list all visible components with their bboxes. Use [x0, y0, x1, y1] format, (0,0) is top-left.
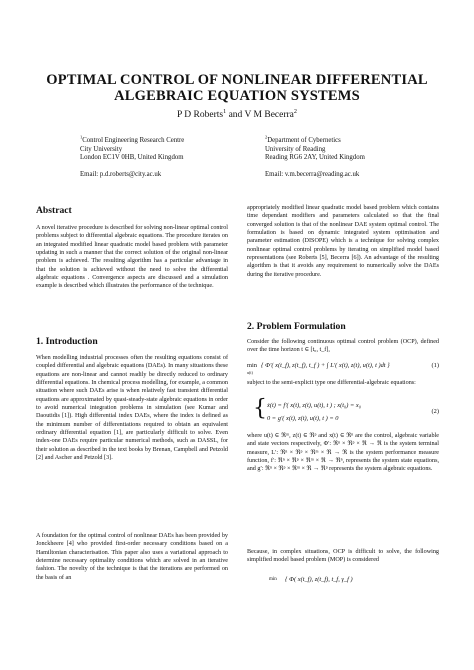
- equation-2-line-1: ẋ(t) = f′( x(t), z(t), u(t), t ) ; x(t₀) = x₀: [267, 402, 361, 409]
- abstract-heading: Abstract: [36, 205, 72, 216]
- affiliation-2-line-2: University of Reading: [265, 145, 326, 153]
- problem-mop-text: Because, in complex situations, OCP is difficult to solve, the following simplified model based problem (MOP) is considered: [247, 549, 439, 564]
- equation-2: [247, 397, 439, 427]
- affiliation-2-line-1: Department of Cybernetics: [267, 137, 341, 144]
- affiliation-1: [80, 134, 185, 179]
- affiliation-1-line-1: Control Engineering Research Centre: [82, 137, 185, 144]
- affiliation-1-marker: 1: [80, 134, 83, 140]
- equation-2-number: (2): [431, 408, 439, 415]
- problem-intro-text: Consider the following continuous optimal control problem (OCP), defined over the time horizon t ∈ [t₀, t_f],: [247, 339, 439, 354]
- affiliation-2-line-3: Reading RG6 2AY, United Kingdom: [265, 154, 365, 162]
- author-1-name: P D Roberts: [177, 110, 224, 120]
- equation-1: [247, 360, 439, 378]
- equation-3-body: { Φ( x(t_f), z(t_f), t_f, γ_f ): [285, 576, 353, 583]
- affiliation-2: [265, 134, 365, 179]
- equation-1-min: min: [247, 362, 257, 369]
- problem-subject-text: subject to the semi-explicit type one differential-algebraic equations:: [247, 380, 416, 386]
- equation-3: [247, 576, 439, 592]
- affiliation-1-line-3: London EC1V 0HB, United Kingdom: [80, 154, 184, 162]
- author-2-marker: 2: [293, 108, 297, 115]
- right-column-intro-text: appropriately modified linear quadratic model based problem which contains time dependant modifiers and parameters calculated so that the final converged solution is that of the nonlinear DAE system optimal control. The formulation is based on dynamic integrated system optimisation and parameter estimation (DISOPE) which is a technique for solving complex nonlinear optimal control problems by iterating on simplified model based representations (see Roberts [5], Becerra [6]). An advantage of the resulting algorithm is that it avoids any requirement to numerically solve the DAEs during the iterative procedure.: [247, 205, 439, 278]
- equation-3-min: min: [269, 577, 277, 582]
- paper-title-line-2: ALGEBRAIC EQUATION SYSTEMS: [114, 88, 360, 104]
- introduction-paragraph-2: A foundation for the optimal control of nonlinear DAEs has been provided by Jonckheere [4] who provided first-order necessary conditions based on a Hamiltonian characterisation. This paper also uses a variational approach to determine necessary optimality conditions which are solved in an iterative fashion. The novelty of the technique is that the iterations are performed on the basis of an: [36, 533, 228, 581]
- abstract-text: A novel iterative procedure is described for solving non-linear optimal control problems subject to differential algebraic equations. The procedure iterates on an integrated modified linear quadratic model based problem with parameter updating in such a manner that the correct solution of the original non-linear problem is achieved. The resulting algorithm has a particular advantage in that the solution is achieved without the need to solve the differential algebraic equations . Convergence aspects are discussed and a simulation example is described which illustrates the performance of the technique.: [36, 225, 229, 290]
- problem-formulation-heading: 2. Problem Formulation: [247, 321, 346, 332]
- affiliation-2-email: Email: v.m.becerra@reading.ac.uk: [265, 170, 360, 178]
- equation-2-brace: {: [253, 396, 267, 421]
- author-1-marker: 1: [223, 108, 227, 115]
- equation-2-line-2: 0 = g′( x(t), z(t), u(t), t ) = 0: [267, 415, 339, 422]
- author-connector: and V M Becerra: [226, 110, 294, 120]
- paper-title-line-1: OPTIMAL CONTROL OF NONLINEAR DIFFERENTIAL: [46, 72, 428, 88]
- problem-where-text: where u(t) ∈ ℜᵐ, z(t) ∈ ℜᵖ and x(t) ∈ ℜⁿ are the control, algebraic variable and state vectors respectively, Φ′: ℜⁿ × ℜᵖ × ℜ → ℜ is the system terminal measure, L′: ℜⁿ × ℜᵖ × ℜᵐ × ℜ → ℜ is the system performance measure function, f′: ℜⁿ × ℜᵖ × ℜᵐ × ℜ → ℜⁿ, represents the system state equations, and g′: ℜⁿ × ℜᵖ × ℜᵐ × ℜ → ℜᵖ represents the system algebraic equations.: [247, 433, 439, 473]
- author-line: [0, 110, 474, 120]
- affiliation-1-email: Email: p.d.roberts@city.ac.uk: [80, 170, 162, 178]
- equation-1-number: (1): [431, 362, 439, 369]
- equation-1-body: { Φ′( x(t_f), z(t_f), t_f ) + ∫ L′( x(t), z(t), u(t), t )dt }: [261, 362, 390, 369]
- equation-1-min-subscript: u(t): [247, 370, 253, 375]
- introduction-paragraph-1: When modelling industrial processes often the resulting equations consist of coupled differential and algebraic equations (DAEs). In many situations these equations are non-linear and cannot readily be directly reduced to ordinary differential equations. In chemical process modelling, for example, a common situation where such DAEs arise is when relatively fast transient differential equations are approximated by quasi-steady-state algebraic equations in order to avoid numerical integration problems in simulation (see Kumar and Daoutidis [1]). High differential index DAEs, where the index is defined as the minimum number of differentiations required to obtain an equivalent ordinary differential equation [1], are particularly difficult to solve. Even index-one DAEs require particular numerical methods, such as DASSL, for their solution as described in the text books by Brenan, Campbell and Petzold [2] and Ascher and Petzold [3].: [36, 355, 228, 462]
- introduction-heading: 1. Introduction: [36, 336, 98, 347]
- affiliation-2-marker: 2: [265, 134, 268, 140]
- affiliation-1-line-2: City University: [80, 145, 123, 153]
